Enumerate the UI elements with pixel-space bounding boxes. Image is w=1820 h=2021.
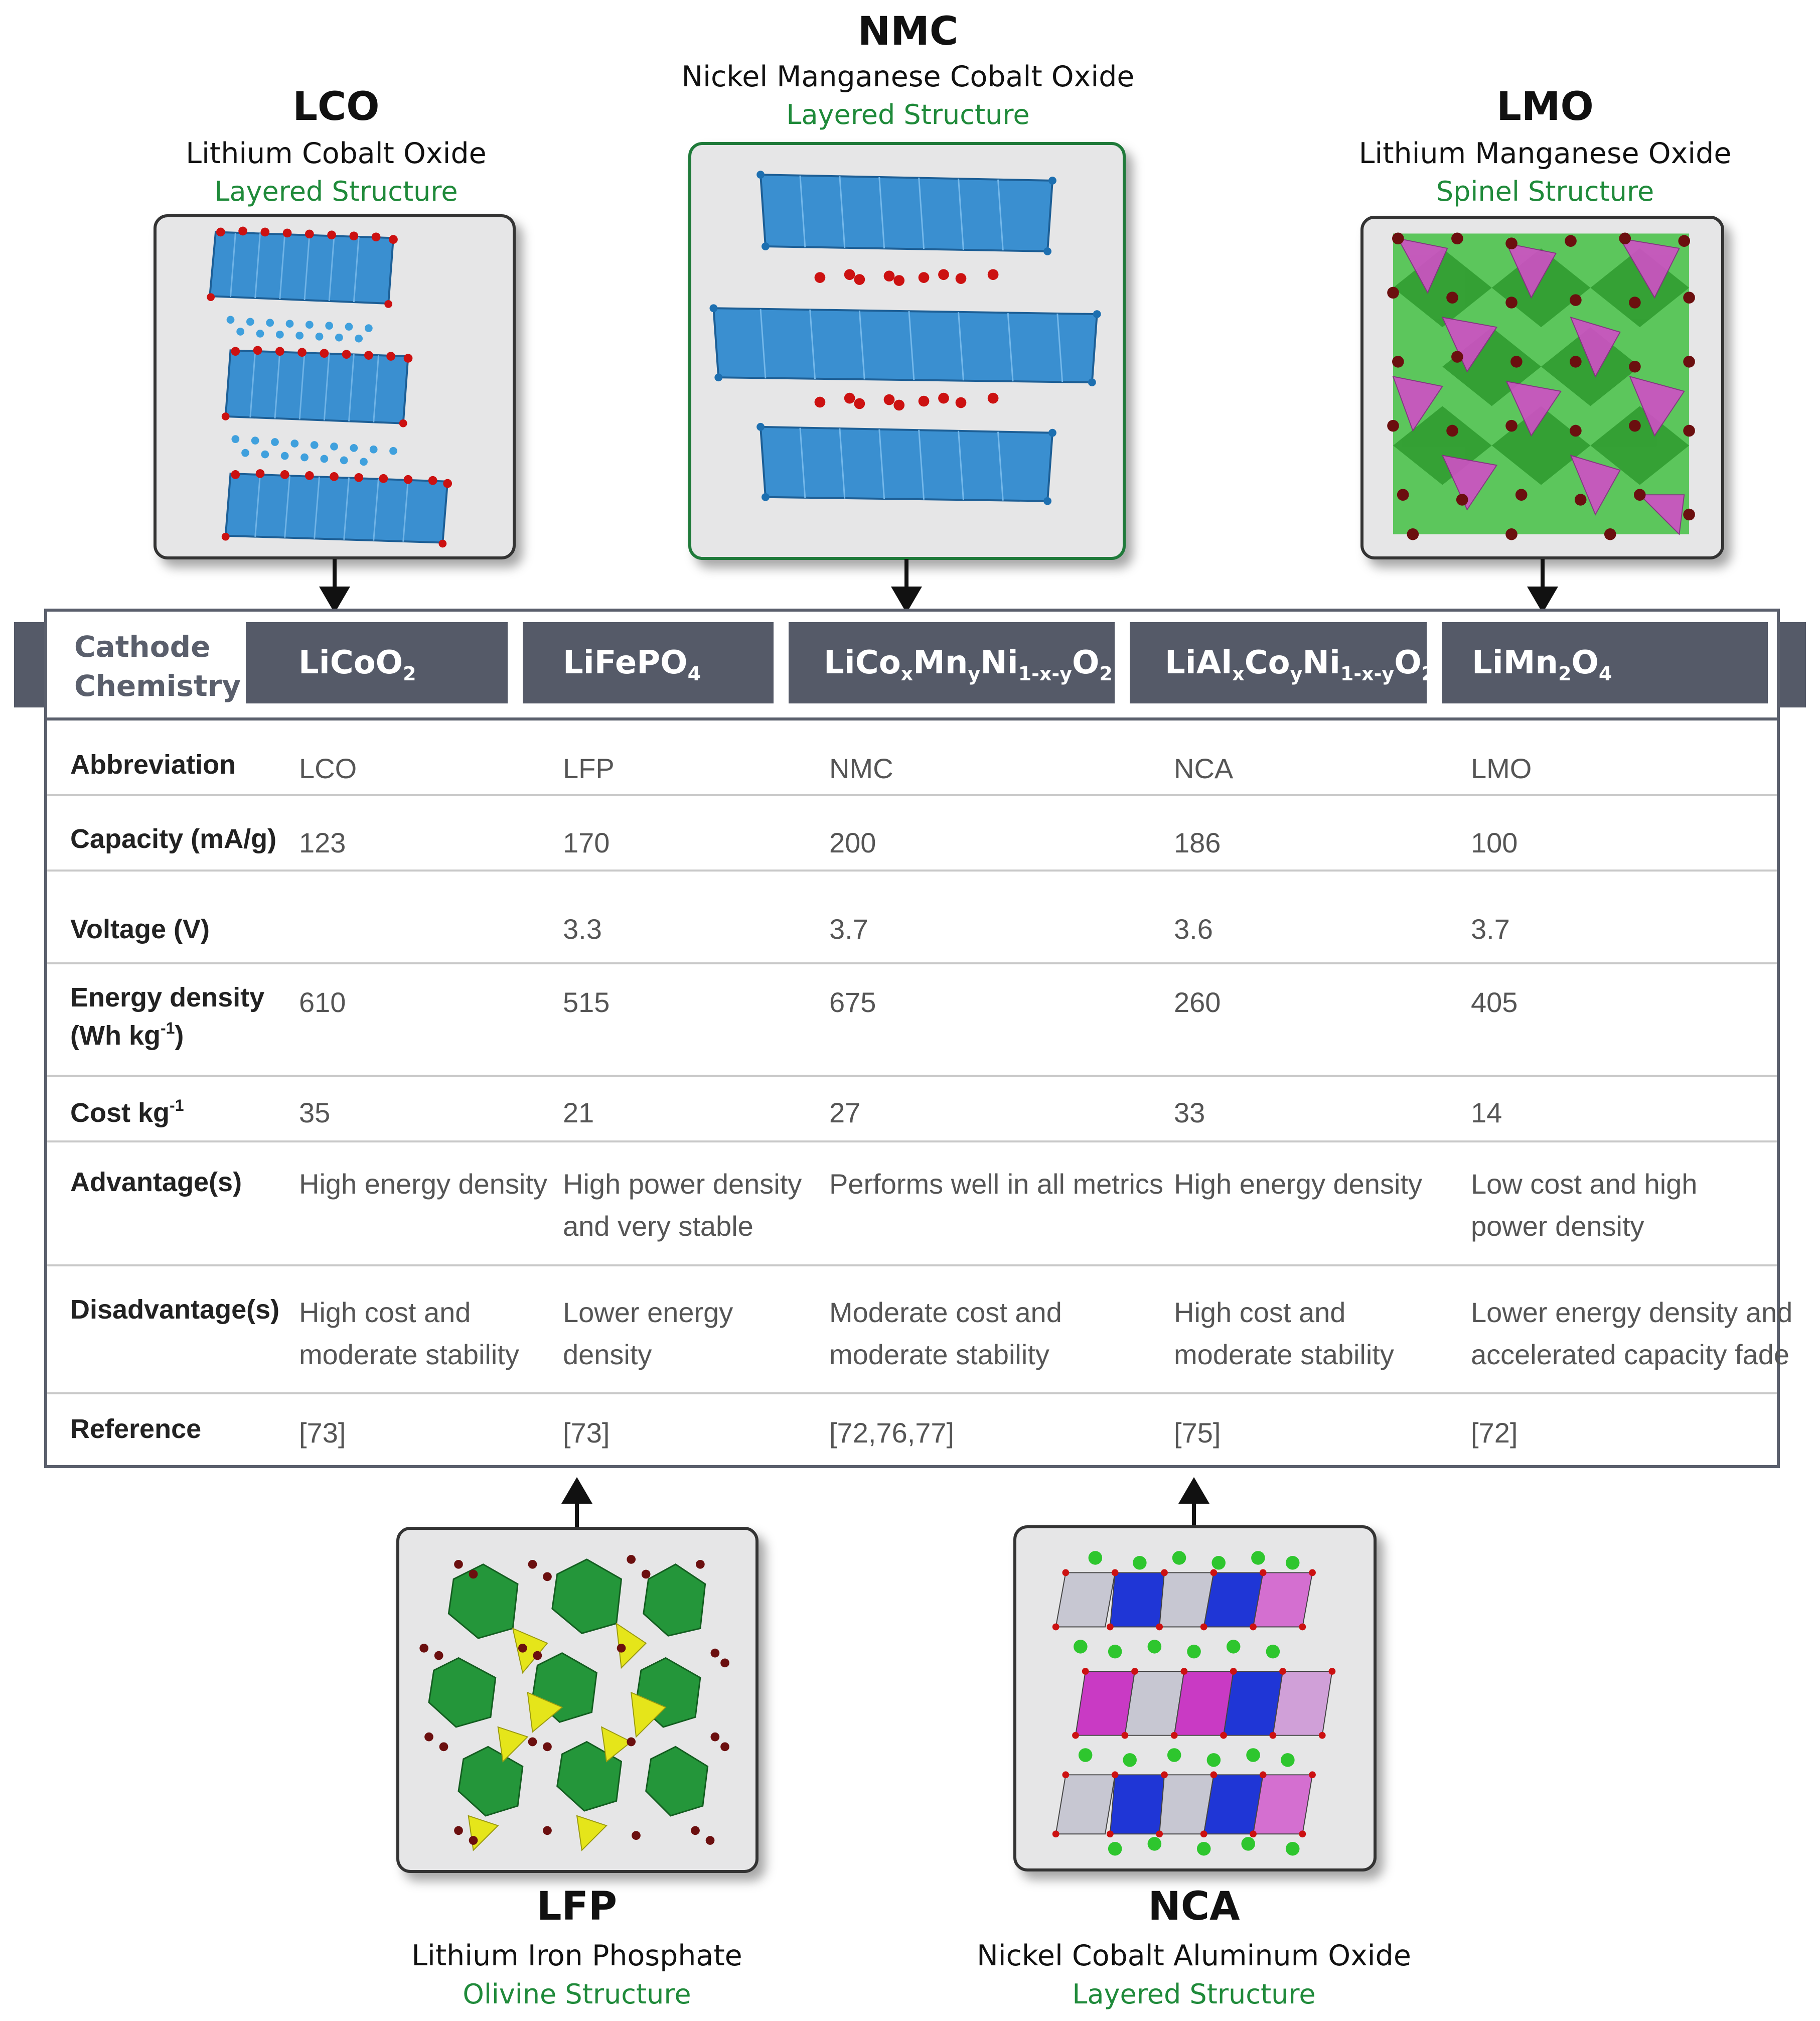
cell-lfp-voltage: 3.3 (563, 913, 602, 945)
nca-crystal-image (1013, 1525, 1377, 1871)
lco-layer-2 (226, 350, 408, 423)
nca-green-li-mid2 (1079, 1748, 1295, 1767)
cell-nmc-energy: 675 (829, 986, 876, 1018)
cell-nca-disadvantage: High cost and moderate stability (1174, 1296, 1394, 1370)
cell-nmc-reference: [72,76,77] (829, 1417, 955, 1449)
nca-name: Nickel Cobalt Aluminum Oxide (977, 1939, 1411, 1972)
nca-layer-2 (1076, 1671, 1332, 1736)
row-label-disadvantages: Disadvantage(s) (70, 1294, 280, 1325)
row-separator (47, 1264, 1777, 1266)
lco-layer-1 (210, 232, 393, 303)
lfp-green-octahedra (429, 1559, 708, 1816)
cell-lco-capacity: 123 (299, 827, 346, 858)
row-separator (47, 1075, 1777, 1077)
lmo-arrow-down (1526, 559, 1559, 614)
cell-lfp-cost: 21 (563, 1097, 594, 1128)
cell-lfp-abbreviation: LFP (563, 753, 615, 784)
cell-lmo-advantage: Low cost and high power density (1471, 1168, 1698, 1242)
cell-lmo-cost: 14 (1471, 1097, 1502, 1128)
cell-lfp-disadvantage: Lower energy density (563, 1296, 733, 1370)
nmc-title: NMC (857, 9, 959, 54)
cell-lco-cost: 35 (299, 1097, 331, 1128)
lco-li-row-1 (227, 316, 373, 343)
lfp-title: LFP (536, 1884, 618, 1929)
lco-li-row-2 (231, 435, 397, 466)
row-label-cost: Cost $kg^{-1}$ (70, 1096, 184, 1128)
lmo-name: Lithium Manganese Oxide (1358, 137, 1732, 170)
lco-structure: Layered Structure (214, 176, 458, 207)
formula-lfp: LiFePO$_4$ (523, 622, 774, 703)
lfp-crystal-image (396, 1527, 759, 1873)
cell-nmc-advantage: Performs well in all metrics (829, 1168, 1163, 1200)
cell-lfp-capacity: 170 (563, 827, 610, 858)
cell-nca-capacity: 186 (1174, 827, 1221, 858)
nmc-layer-1 (761, 175, 1052, 251)
row-label-abbreviation: Abbreviation (70, 750, 236, 780)
lmo-crystal-image (1360, 216, 1724, 559)
nmc-layer-2 (713, 308, 1097, 382)
nmc-arrow-down (890, 559, 923, 614)
lfp-structure: Olivine Structure (463, 1978, 691, 2010)
cell-lco-reference: [73] (299, 1417, 346, 1449)
row-label-advantages: Advantage(s) (70, 1167, 242, 1197)
cell-lmo-disadvantage: Lower energy density and accelerated capacity fade (1471, 1296, 1793, 1370)
cell-nca-voltage: 3.6 (1174, 913, 1213, 945)
nca-green-li-bottom (1108, 1837, 1300, 1855)
cell-lmo-energy: 405 (1471, 986, 1518, 1018)
cell-nca-cost: 33 (1174, 1097, 1205, 1128)
cell-nmc-capacity: 200 (829, 827, 876, 858)
cell-lco-advantage: High energy density (299, 1168, 547, 1200)
nmc-layer-3 (761, 427, 1052, 501)
lfp-arrow-up (560, 1476, 593, 1531)
lco-arrow-down (318, 559, 351, 614)
nmc-li-row-1 (815, 269, 999, 286)
cell-nca-advantage: High energy density (1174, 1168, 1422, 1200)
row-label-capacity: Capacity (mA/g) (70, 824, 277, 854)
row-separator (47, 794, 1777, 796)
lco-layer-3 (226, 474, 448, 543)
row-separator (47, 1392, 1777, 1394)
nca-layer-3 (1056, 1775, 1312, 1834)
cell-lmo-abbreviation: LMO (1471, 753, 1532, 784)
header-cathode-chemistry: Cathode Chemistry (74, 622, 235, 707)
header-bottom-line (47, 717, 1777, 720)
nmc-structure: Layered Structure (786, 99, 1030, 130)
lco-title: LCO (292, 84, 380, 129)
cell-nca-reference: [75] (1174, 1417, 1221, 1449)
cell-lco-energy: 610 (299, 986, 346, 1018)
cell-nca-energy: 260 (1174, 986, 1221, 1018)
nca-structure: Layered Structure (1072, 1978, 1316, 2010)
row-separator (47, 962, 1777, 964)
cell-nmc-abbreviation: NMC (829, 753, 893, 784)
nca-layer-1 (1056, 1572, 1312, 1627)
lmo-title: LMO (1496, 84, 1594, 129)
cell-nmc-voltage: 3.7 (829, 913, 868, 945)
nca-green-li-mid1 (1074, 1640, 1280, 1658)
row-separator (47, 870, 1777, 872)
cell-lmo-reference: [72] (1471, 1417, 1518, 1449)
nmc-li-row-2 (815, 393, 999, 410)
cell-lmo-capacity: 100 (1471, 827, 1518, 858)
lco-crystal-image (154, 214, 516, 559)
cell-nmc-cost: 27 (829, 1097, 861, 1128)
nca-arrow-up (1177, 1476, 1210, 1531)
row-label-voltage: Voltage (V) (70, 914, 210, 944)
cell-lco-disadvantage: High cost and moderate stability (299, 1296, 519, 1370)
lco-name: Lithium Cobalt Oxide (186, 137, 487, 170)
cell-lfp-advantage: High power density and very stable (563, 1168, 802, 1242)
formula-nmc: $LiCo_xMn_yNi_{1-x-y}O_2$ (789, 622, 1115, 703)
row-label-reference: Reference (70, 1414, 202, 1444)
cell-lco-abbreviation: LCO (299, 753, 357, 784)
cell-nmc-disadvantage: Moderate cost and moderate stability (829, 1296, 1062, 1370)
cell-nca-abbreviation: NCA (1174, 753, 1234, 784)
formula-lco: LiCoO$_2$ (246, 622, 508, 703)
nmc-name: Nickel Manganese Cobalt Oxide (681, 60, 1135, 93)
cell-lfp-energy: 515 (563, 986, 610, 1018)
nca-title: NCA (1148, 1884, 1240, 1929)
cell-lmo-voltage: 3.7 (1471, 913, 1510, 945)
row-label-energy-density: Energy density (Wh $kg^{-1}$) (70, 982, 265, 1051)
formula-lmo: $LiMn_2O_4$ (1442, 622, 1768, 703)
row-separator (47, 1140, 1777, 1142)
nmc-crystal-image (688, 142, 1126, 560)
lmo-structure: Spinel Structure (1436, 176, 1654, 207)
cell-lfp-reference: [73] (563, 1417, 610, 1449)
formula-nca: $LiAl_xCo_yNi_{1-x-y}O_2$ (1130, 622, 1427, 703)
nca-green-li-top (1089, 1551, 1300, 1569)
lfp-name: Lithium Iron Phosphate (411, 1939, 742, 1972)
